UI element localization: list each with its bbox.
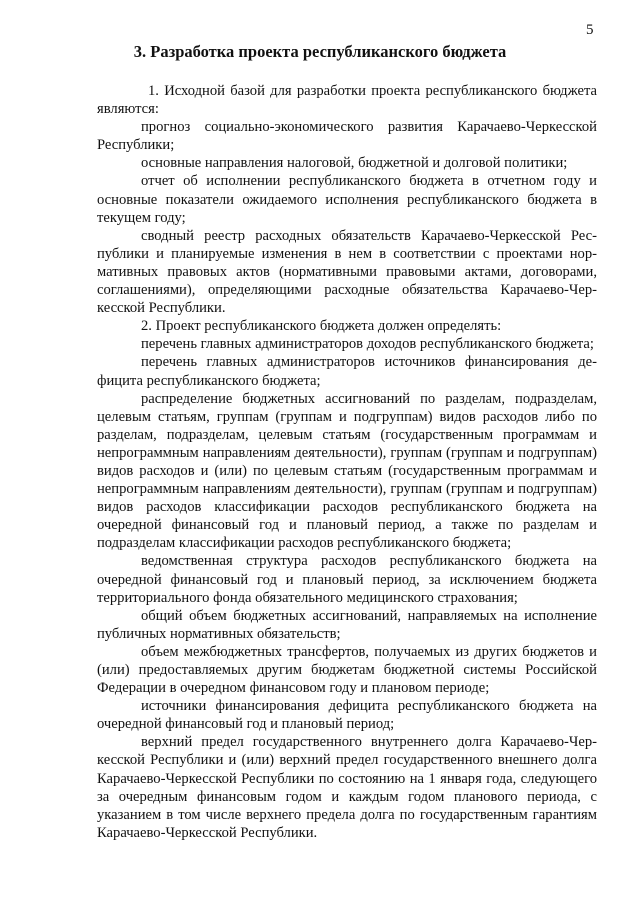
paragraph-execution-report: отчет об исполнении республиканского бюджета в отчетном году и основные показатели ожидаемого исполнения республиканского бюджета в текущем году;	[97, 173, 597, 226]
section-body	[97, 82, 597, 842]
section-heading: 3. Разработка проекта республиканского бюджета	[133, 42, 507, 61]
paragraph-deficit-financing-administrators: перечень главных администраторов источников финансирования дефицита республиканского бюджета;	[97, 354, 597, 389]
paragraph-departmental-structure: ведомственная структура расходов республиканского бюджета на очередной финансовый год и плановый период, за исключением бюджета территориального фонда обязательного медицинского страхования;	[97, 553, 597, 606]
paragraph-source-basis: 1. Исходной базой для разработки проекта республиканского бюджета являются:	[97, 83, 597, 118]
paragraph-interbudget-transfers: объем межбюджетных трансфертов, получаемых из других бюджетов и (или) предоставляемых другим бюджетам бюджетной системы Российской Федерации в очередном финансовом году и плановом периоде;	[97, 643, 597, 697]
paragraph-debt-upper-limit: верхний предел государственного внутреннего долга Карачаево-Черкесской Республики и (или) верхний предел государственного внешнего долга Карачаево-Черкесской Республики по состоянию на 1 января года, следующего за очередным финансовым годом и каждым годом планового периода, с указанием в том числе верхнего предела долга по государственным гарантиям Карачаево-Черкесской Республики.	[97, 734, 597, 841]
paragraph-forecast: прогноз социально-экономического развития Карачаево-Черкесской Республики;	[97, 119, 597, 154]
paragraph-revenue-administrators: перечень главных администраторов доходов республиканского бюджета;	[141, 336, 594, 353]
paragraph-draft-must-define: 2. Проект республиканского бюджета должен определять:	[141, 318, 502, 335]
paragraph-policy-directions: основные направления налоговой, бюджетной и долговой политики;	[141, 155, 568, 172]
paragraph-public-obligations: общий объем бюджетных ассигнований, направляемых на исполнение публичных нормативных обязательств;	[97, 607, 597, 642]
paragraph-allocation-distribution: распределение бюджетных ассигнований по разделам, подразделам, целевым статьям, группам (группам и подгруппам) видов расходов либо по разделам, подразделам, целевым статьям (государственным программам и непрограммным направлениям деятельности), группам (группам и подгруппам) видов расходов и (или) по целевым статьям (государственным программам и непрограммным направлениям деятельности), группам (группам и подгруппам) видов расходов классификации расходов республиканского бюджета на очередной финансовый год и плановый период, а также по разделам и подразделам классификации расходов республиканского бюджета;	[97, 390, 597, 552]
paragraph-deficit-financing-sources: источники финансирования дефицита республиканского бюджета на очередной финансовый год и плановый период;	[97, 698, 597, 733]
page-number: 5	[586, 22, 594, 38]
paragraph-obligations-register: сводный реестр расходных обязательств Карачаево-Черкесской Республики и планируемые изменения в нем в соответствии с проектами нормативных правовых актов (нормативными правовыми актами, договорами, соглашениями), определяющими расходные обязательства Карачаево-Черкесской Республики.	[97, 227, 597, 317]
